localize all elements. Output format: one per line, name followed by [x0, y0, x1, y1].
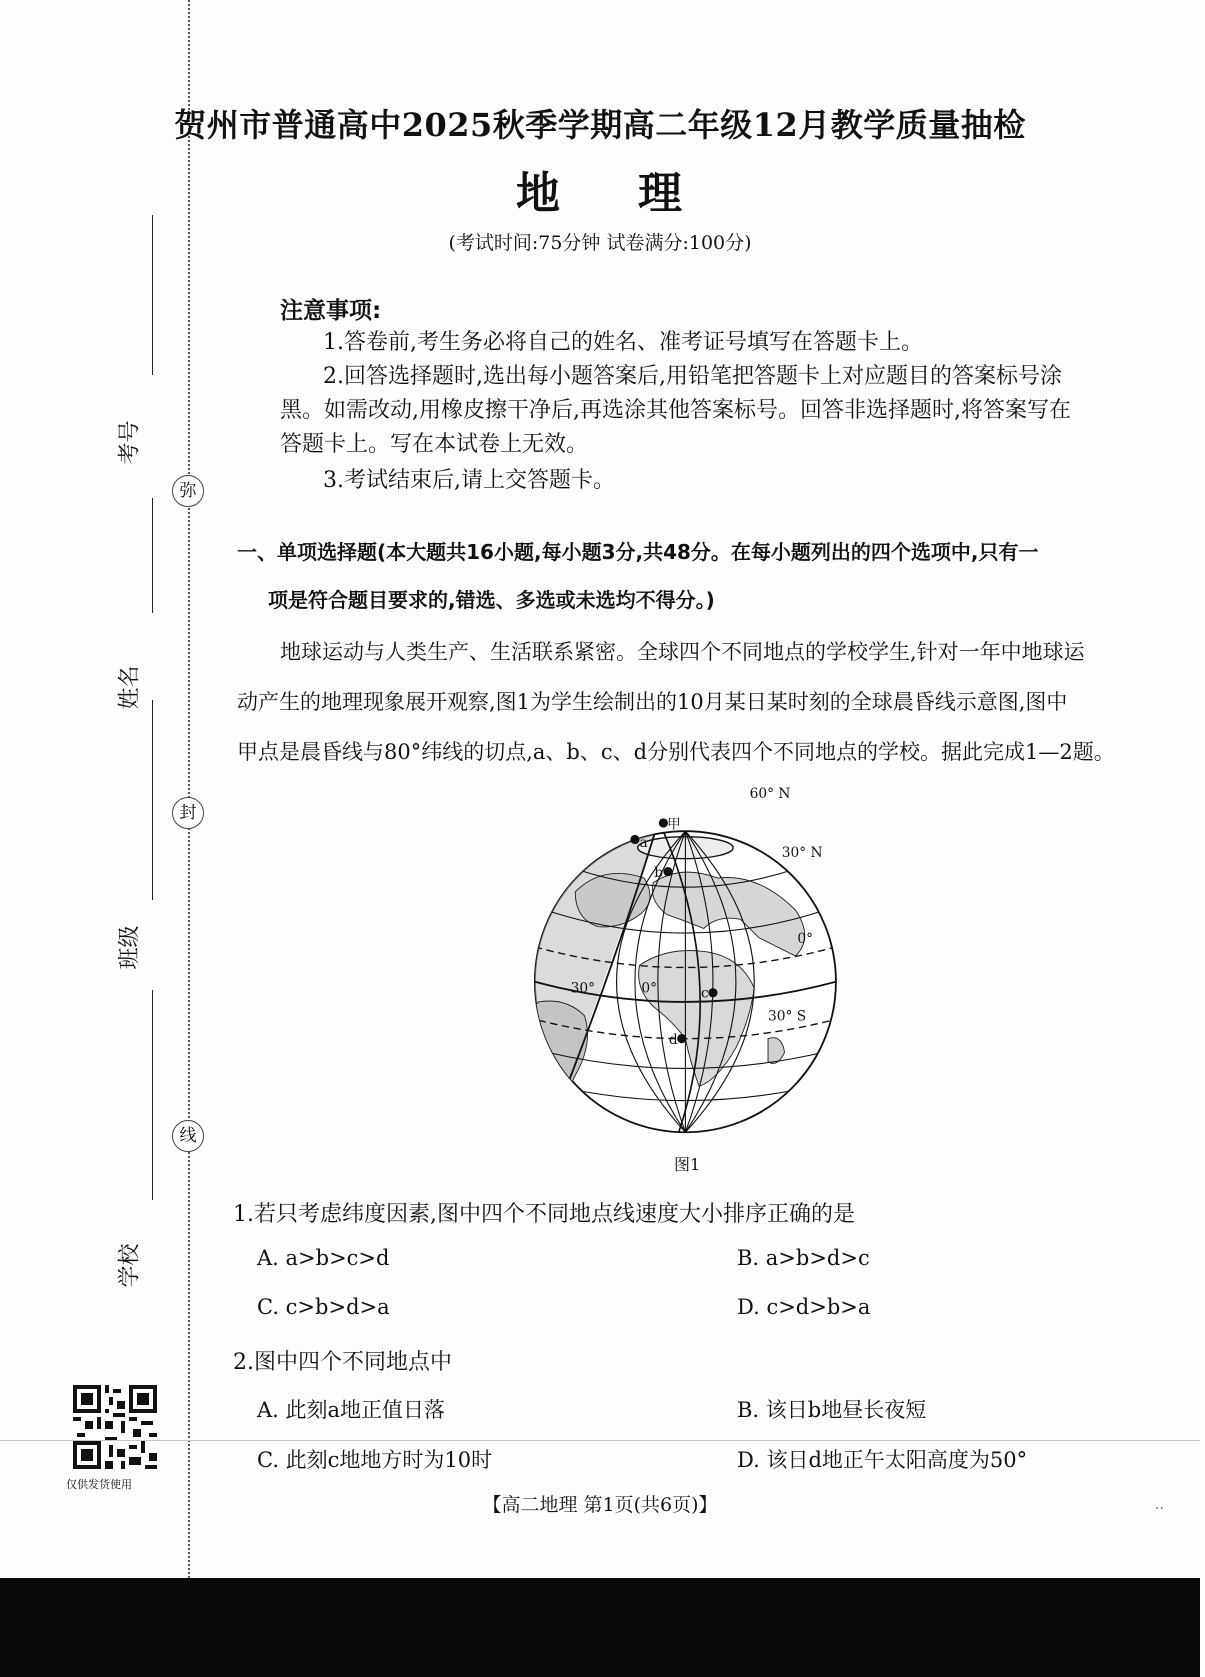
notice-item-2-line-1: 2.回答选择题时,选出每小题答案后,用铅笔把答题卡上对应题目的答案标号涂	[323, 364, 1062, 389]
footer-mark: ..	[1155, 1497, 1164, 1513]
figure-1-caption: 图1	[674, 1155, 701, 1174]
question-1-stem: 1.若只考虑纬度因素,图中四个不同地点线速度大小排序正确的是	[233, 1202, 855, 1227]
question-2-option-d: D. 该日d地正午太阳高度为50°	[737, 1448, 1028, 1472]
question-1-option-b: B. a>b>d>c	[737, 1246, 870, 1270]
intro-line-2: 动产生的地理现象展开观察,图1为学生绘制出的10月某日某时刻的全球晨昏线示意图,图中	[237, 690, 1068, 714]
question-2-stem: 2.图中四个不同地点中	[233, 1350, 452, 1375]
label-30s: 30° S	[768, 1008, 807, 1025]
point-a-dot	[630, 835, 639, 844]
seal-mi: 弥	[172, 475, 204, 507]
subject-char-1: 地	[516, 168, 562, 219]
qr-code	[73, 1385, 157, 1469]
label-30n: 30° N	[781, 844, 823, 861]
intro-line-3: 甲点是晨昏线与80°纬线的切点,a、b、c、d分别代表四个不同地点的学校。据此完成1—2题。	[237, 740, 1115, 764]
scan-black-bar	[0, 1578, 1200, 1677]
label-lon-0: 0°	[641, 980, 657, 997]
school-label: 学校	[117, 1243, 143, 1288]
seal-xian: 线	[172, 1120, 204, 1152]
exam-title: 贺州市普通高中2025秋季学期高二年级12月教学质量抽检	[174, 106, 1026, 144]
section-1-heading-line-2: 项是符合题目要求的,错选、多选或未选均不得分。)	[268, 588, 715, 612]
school-underline	[152, 990, 153, 1200]
point-c-dot	[708, 988, 717, 997]
exam-number-label: 考号	[117, 420, 143, 465]
name-label: 姓名	[117, 665, 143, 710]
point-a-label: a	[639, 834, 648, 851]
notice-item-2-line-2: 黑。如需改动,用橡皮擦干净后,再选涂其他答案标号。回答非选择题时,将答案写在	[280, 398, 1071, 423]
point-b-label: b	[654, 865, 664, 882]
question-1-option-c: C. c>b>d>a	[257, 1295, 390, 1319]
subject-char-2: 理	[638, 168, 684, 219]
subject-title	[0, 157, 1200, 221]
question-2-option-c: C. 此刻c地地方时为10时	[257, 1448, 493, 1472]
point-d-label: d	[668, 1032, 678, 1049]
label-60n: 60° N	[749, 786, 791, 803]
notice-item-1: 1.答卷前,考生务必将自己的姓名、准考证号填写在答题卡上。	[323, 330, 923, 355]
page-footer: 【高二地理 第1页(共6页)】	[482, 1494, 718, 1516]
qr-caption: 仅供发货使用	[66, 1478, 132, 1491]
label-equator: 0°	[797, 931, 814, 948]
class-underline	[152, 700, 153, 900]
figure-1-globe	[505, 786, 875, 1135]
intro-line-1: 地球运动与人类生产、生活联系紧密。全球四个不同地点的学校学生,针对一年中地球运	[280, 640, 1085, 664]
label-lon-30: 30°	[570, 980, 596, 997]
question-1-option-a: A. a>b>c>d	[257, 1246, 390, 1270]
seal-feng: 封	[172, 797, 204, 829]
question-2-option-a: A. 此刻a地正值日落	[257, 1398, 446, 1422]
globe-drawing	[505, 786, 875, 1135]
point-jia-label: 甲	[667, 816, 681, 833]
class-label: 班级	[117, 925, 143, 970]
point-c-label: c	[701, 985, 709, 1002]
notice-item-3: 3.考试结束后,请上交答题卡。	[323, 468, 615, 493]
section-1-heading-line-1: 一、单项选择题(本大题共16小题,每小题3分,共48分。在每小题列出的四个选项中,只有一	[237, 540, 1039, 564]
exam-time-info: (考试时间:75分钟 试卷满分:100分)	[448, 232, 752, 254]
point-b-dot	[663, 867, 672, 876]
notice-item-2-line-3: 答题卡上。写在本试卷上无效。	[280, 432, 589, 457]
scan-fold-line	[0, 1440, 1200, 1441]
question-2-option-b: B. 该日b地昼长夜短	[737, 1398, 927, 1422]
name-underline	[152, 498, 153, 613]
question-1-option-d: D. c>d>b>a	[737, 1295, 871, 1319]
notice-heading: 注意事项:	[280, 298, 382, 324]
point-d-dot	[677, 1034, 686, 1043]
